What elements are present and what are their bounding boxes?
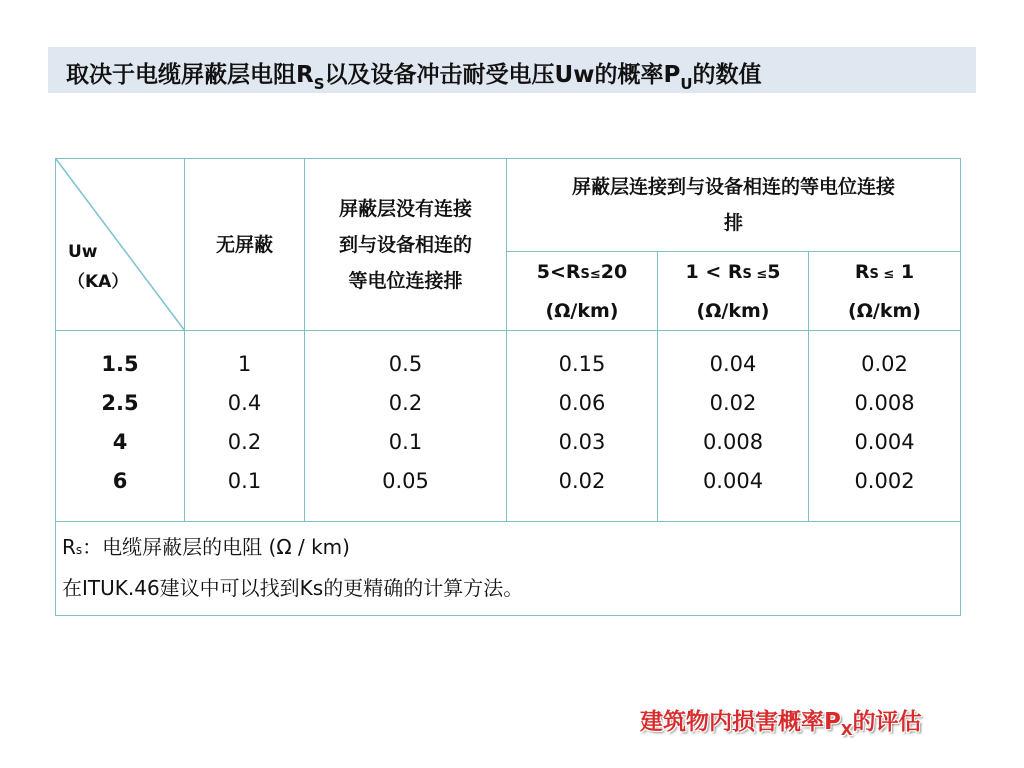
value: 0.2 [227, 430, 262, 454]
header-connected [507, 159, 961, 252]
title-text-2: 以及设备冲击耐受电压Uw的概率P [324, 62, 681, 88]
value: 0.2 [388, 391, 423, 415]
rs-5-20-values-cell [507, 331, 658, 522]
uw-label: Uw [68, 242, 98, 262]
header-connected-line1: 屏蔽层连接到与设备相连的等电位连接 [571, 176, 895, 198]
note-rs: R [62, 535, 76, 559]
probability-table [55, 158, 961, 616]
header-not-connected-line3: 等电位连接排 [348, 269, 463, 292]
footer-text-1: 建筑物内损害概率P [640, 709, 841, 735]
title-text-1: 取决于电缆屏蔽层电阻R [66, 62, 314, 88]
uw-values-cell [56, 331, 185, 522]
title-subscript-2: U [680, 75, 693, 93]
rs-le-1-values-cell [809, 331, 961, 522]
no-shield-values-cell [185, 331, 305, 522]
ka-unit-label: （KA） [68, 272, 129, 292]
note-line-2: 在ITUK.46建议中可以找到Ks的更精确的计算方法。 [62, 576, 524, 600]
data-row [56, 331, 961, 522]
value: 0.15 [558, 352, 606, 376]
title-bar [48, 47, 976, 93]
value: 1 [237, 352, 252, 376]
value: 0.03 [558, 430, 606, 454]
header-not-connected-line1: 屏蔽层没有连接 [338, 197, 472, 220]
rs-1-5-unit: (Ω/km) [696, 299, 770, 322]
value: 0.04 [709, 352, 757, 376]
value: 0.008 [854, 391, 915, 415]
title-subscript-1: S [313, 75, 325, 93]
header-rs-5-20-range [507, 254, 657, 293]
note-rs-sub: s [75, 543, 83, 557]
value: 0.02 [861, 352, 908, 376]
uw-axis-label [68, 237, 128, 297]
value: 0.5 [388, 352, 423, 376]
value: 0.008 [702, 430, 764, 454]
note-line-1 [62, 528, 960, 569]
value: 0.1 [388, 430, 423, 454]
title-text-3: 的数值 [692, 62, 762, 88]
header-not-connected-line2: 到与设备相连的 [338, 233, 472, 256]
rs-5-20-unit: (Ω/km) [545, 299, 619, 322]
value: 0.02 [558, 469, 606, 493]
rs-1-5-values-cell [658, 331, 809, 522]
rs-le-1-sub: S ≤ [869, 266, 895, 282]
value: 0.004 [854, 430, 915, 454]
rs-1-5-sub: S ≤ [742, 266, 768, 282]
rs-le-1-post: 1 [894, 260, 915, 283]
header-no-shield: 无屏蔽 [185, 159, 305, 331]
value: 0.004 [702, 469, 764, 493]
value: 0.05 [382, 469, 429, 493]
rs-5-20-post: 20 [600, 260, 628, 283]
uw-value: 6 [112, 469, 128, 493]
rs-5-20-sub: S≤ [580, 266, 601, 282]
value: 0.06 [558, 391, 606, 415]
table-note [56, 522, 961, 616]
footer-text-2: 的评估 [852, 709, 922, 735]
footer-subscript: X [840, 721, 853, 739]
value: 0.4 [227, 391, 262, 415]
uw-value: 4 [112, 430, 128, 454]
not-connected-values-cell [305, 331, 507, 522]
corner-header-cell [56, 159, 185, 331]
rs-1-5-pre: 1 < R [685, 260, 743, 283]
slide-title [66, 56, 762, 93]
header-rs-5-20 [507, 252, 658, 331]
rs-1-5-post: 5 [767, 260, 781, 283]
note-rs-desc: ：电缆屏蔽层的电阻 (Ω / km) [82, 535, 350, 559]
footer-title [640, 703, 922, 739]
value: 0.1 [227, 469, 262, 493]
header-rs-1-5 [658, 252, 809, 331]
uw-value: 2.5 [101, 391, 139, 415]
uw-value: 1.5 [101, 352, 139, 376]
header-connected-line2: 排 [723, 212, 743, 234]
value: 0.002 [854, 469, 915, 493]
header-not-connected [305, 159, 507, 331]
value: 0.02 [709, 391, 757, 415]
header-rs-le-1 [809, 252, 961, 331]
rs-le-1-pre: R [854, 260, 870, 283]
rs-le-1-unit: (Ω/km) [848, 299, 921, 322]
rs-5-20-pre: 5<R [536, 260, 581, 283]
header-rs-1-5-range [658, 254, 808, 293]
header-rs-le-1-range [809, 254, 960, 293]
